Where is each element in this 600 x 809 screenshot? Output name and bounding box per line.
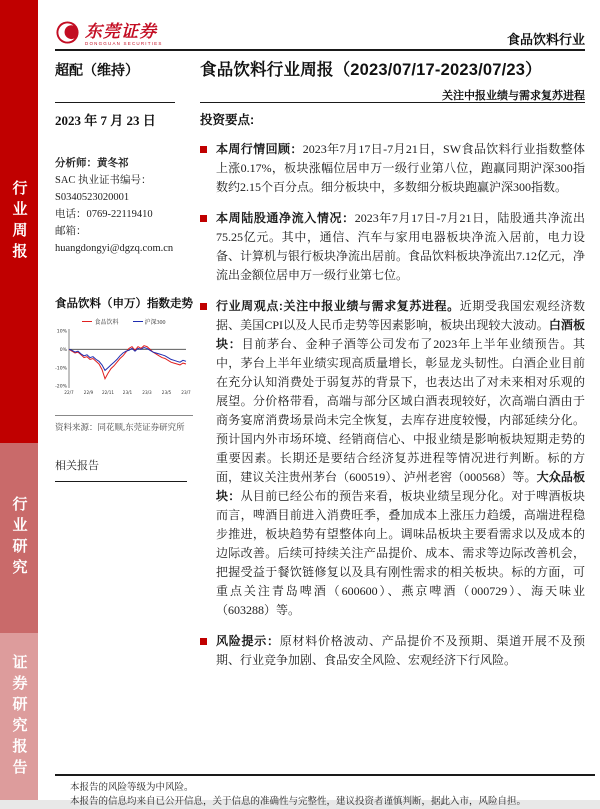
- svg-text:23/7: 23/7: [181, 390, 191, 395]
- bullet-item: [200, 140, 585, 197]
- rating-label: 超配（维持）: [55, 62, 139, 78]
- brand-name-en: DONGGUAN SECURITIES: [85, 41, 163, 47]
- analyst-block: [55, 155, 193, 257]
- report-subtitle: 关注中报业绩与需求复苏进程: [442, 90, 585, 102]
- bullet-text: 风险提示：原材料价格波动、产品提价不及预期、渠道开展不及预期、行业竞争加剧、食品安全风险、宏观经济下行风险。: [216, 634, 585, 667]
- legend-entry: 食品饮料: [82, 317, 118, 326]
- chart-title: 食品饮料（申万）指数走势: [55, 298, 193, 310]
- industry-tag: 食品饮料行业: [506, 32, 585, 47]
- vertical-sidebar: [0, 0, 38, 800]
- bullet-text: 本周行情回顾：2023年7月17日-7月21日，SW食品饮料行业指数整体上涨0.17%，板块涨幅位居申万一级行业第八位，跑赢同期沪深300指数约2.15个百分点。细分板块中，多数细分板块跑赢沪深300指数。: [216, 142, 585, 194]
- chart-legend: [55, 317, 193, 326]
- sidebar-band-0: [0, 0, 38, 443]
- analyst-name: 分析师：黄冬祁: [55, 158, 129, 169]
- chart-source: 资料来源：同花顺,东莞证券研究所: [55, 415, 193, 433]
- analyst-email: huangdongyi@dgzq.com.cn: [55, 243, 174, 254]
- section-title: 投资要点:: [200, 113, 255, 127]
- report-title: 食品饮料行业周报（2023/07/17-2023/07/23）: [200, 61, 542, 79]
- brand-logo: [55, 20, 163, 50]
- svg-text:0%: 0%: [59, 347, 67, 353]
- svg-text:-20%: -20%: [55, 384, 67, 390]
- bullet-list: [200, 140, 585, 670]
- left-col-rule: [55, 102, 175, 103]
- svg-text:10%: 10%: [56, 329, 67, 335]
- bullet-text: 行业周观点:关注中报业绩与需求复苏进程。近期受我国宏观经济数据、美国CPI以及人民币走势等因素影响，板块出现较大波动。白酒板块：目前茅台、金种子酒等公司发布了2023年上半年业绩预告。其中，茅台上半年业绩实现高质量增长，彰显龙头韧性。白酒企业目前在充分认知消费处于弱复苏的背景下，也表达出了对未来相对乐观的展望。分价格带看，高端与部分区域白酒表现较好，次高端白酒由于商务宴席消费场景尚未完全恢复，去库存进度较慢，内部延续分化。预计国内外市场环境、经销商信心、中报业绩是影响板块短期走势的重要因素。长期还是要结合经济复苏进程等情况进行判断。标的方面，建议关注贵州茅台（600519）、泸州老窖（000568）等。大众品板块：从目前已经公布的预告来看，板块业绩呈现分化。对于啤酒板块而言，啤酒目前进入消费旺季，叠加成本上涨压力趋缓，高端进程稳步推进，板块趋势有望整体向上。调味品板块主要看需求以及成本的边际改善。后续可持续关注产品提价、成本、需求等边际改善机会，把握受益于餐饮链修复以及具有刚性需求的相关板块。标的方面，可重点关注青岛啤酒（600600）、燕京啤酒（000729）、海天味业（603288）等。: [216, 299, 585, 617]
- svg-text:23/3: 23/3: [142, 390, 152, 395]
- svg-text:23/5: 23/5: [161, 390, 172, 395]
- index-chart-svg: [55, 326, 190, 404]
- analyst-email-label: 邮箱：: [55, 226, 87, 237]
- bullet-square-icon: [200, 146, 207, 153]
- analyst-sac-no: S0340523020001: [55, 192, 130, 203]
- header-rule: [55, 49, 585, 51]
- right-col-rule: [200, 102, 585, 103]
- bullet-square-icon: [200, 215, 207, 222]
- main-column: [200, 110, 585, 670]
- footer-disclaimer: [70, 781, 590, 809]
- sidebar-band-1: [0, 443, 38, 633]
- brand-name: 东莞证券: [85, 22, 157, 42]
- sidebar-band-label: 证券研究报告: [10, 653, 28, 780]
- bullet-square-icon: [200, 303, 207, 310]
- index-trend-chart: [55, 295, 193, 433]
- report-date: 2023 年 7 月 23 日: [55, 113, 156, 128]
- bullet-item: [200, 297, 585, 620]
- sidebar-band-label: 行业研究: [10, 496, 28, 580]
- svg-text:22/9: 22/9: [83, 390, 94, 395]
- svg-text:22/11: 22/11: [101, 390, 115, 395]
- footer-rule: [55, 774, 595, 776]
- sidebar-band-label: 行业周报: [10, 179, 28, 264]
- related-reports-heading: 相关报告: [55, 457, 187, 482]
- footer-line-2: 本报告的信息均来自已公开信息，关于信息的准确性与完整性，建议投资者谨慎判断，据此入市，风险自担。: [70, 797, 527, 807]
- sidebar-band-2: [0, 633, 38, 800]
- footer-line-1: 本报告的风险等级为中风险。: [70, 783, 194, 793]
- bullet-square-icon: [200, 638, 207, 645]
- bullet-item: [200, 209, 585, 285]
- svg-text:23/1: 23/1: [122, 390, 133, 395]
- left-column: [55, 110, 193, 482]
- analyst-sac-label: SAC 执业证书编号：: [55, 175, 152, 186]
- bullet-text: 本周陆股通净流入情况：2023年7月17日-7月21日，陆股通共净流出75.25亿元。其中，通信、汽车与家用电器板块净流入居前，电力设备、计算机与银行板块净流出居前。食品饮料板块净流出7.12亿元，净流出金额位居申万一级行业第七位。: [216, 211, 586, 282]
- svg-text:-10%: -10%: [55, 366, 67, 372]
- brand-swirl-icon: [55, 20, 80, 50]
- bullet-item: [200, 632, 585, 670]
- svg-text:22/7: 22/7: [64, 390, 74, 395]
- analyst-phone: 电话：0769-22119410: [55, 209, 153, 220]
- legend-entry: 沪深300: [133, 317, 166, 326]
